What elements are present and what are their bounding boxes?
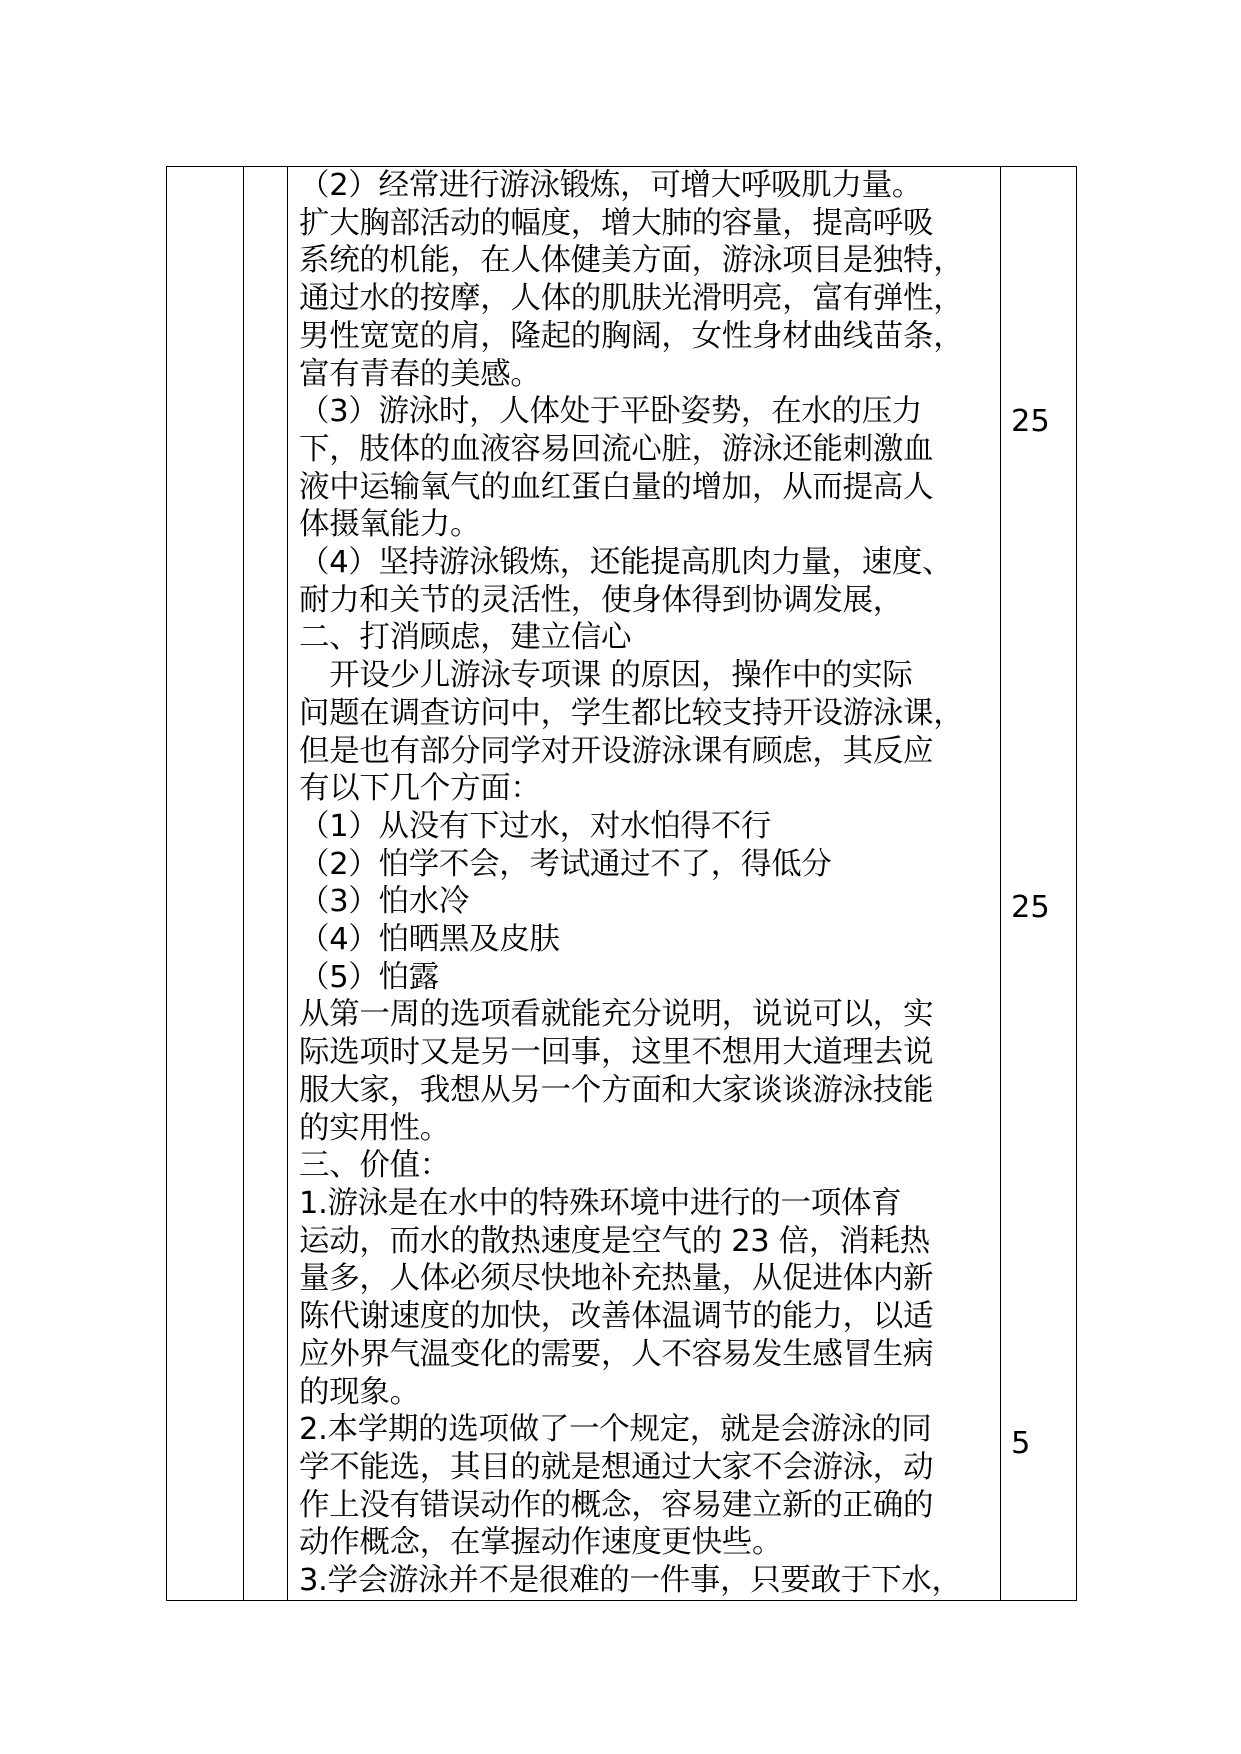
content-line: （4）坚持游泳锻炼，还能提高肌肉力量，速度、: [299, 545, 953, 581]
content-line: 开设少儿游泳专项课 的原因，操作中的实际: [299, 658, 913, 694]
content-line: 富有青春的美感。: [299, 356, 541, 392]
content-line: 际选项时又是另一回事，这里不想用大道理去说: [299, 1035, 934, 1071]
content-line: 三、价值：: [299, 1148, 450, 1184]
content-line: 从第一周的选项看就能充分说明，说说可以，实: [299, 997, 934, 1033]
content-line: （5）怕露: [299, 959, 439, 995]
time-score-1: 25: [1011, 404, 1050, 439]
column-divider-2: [287, 167, 288, 1600]
content-line: 1.游泳是在水中的特殊环境中进行的一项体育: [299, 1185, 902, 1221]
content-line: 有以下几个方面：: [299, 771, 541, 807]
content-line: 下，肢体的血液容易回流心脏，游泳还能刺激血: [299, 431, 934, 467]
content-line: 2.本学期的选项做了一个规定，就是会游泳的同: [299, 1412, 932, 1448]
content-line: 的现象。: [299, 1374, 420, 1410]
content-line: 运动，而水的散热速度是空气的 23 倍，消耗热: [299, 1223, 930, 1259]
content-line: 液中运输氧气的血红蛋白量的增加，从而提高人: [299, 469, 934, 505]
content-line: （2）经常进行游泳锻炼，可增大呼吸肌力量。: [299, 168, 923, 203]
content-line: 耐力和关节的灵活性，使身体得到协调发展，: [299, 582, 903, 618]
content-line: 动作概念，在掌握动作速度更快些。: [299, 1525, 783, 1561]
content-line: 量多，人体必须尽快地补充热量，从促进体内新: [299, 1261, 934, 1297]
content-line: 的实用性。: [299, 1110, 450, 1146]
content-line: 陈代谢速度的加快，改善体温调节的能力，以适: [299, 1299, 934, 1335]
content-line: 应外界气温变化的需要，人不容易发生感冒生病: [299, 1336, 934, 1372]
content-line: （3）游泳时，人体处于平卧姿势，在水的压力: [299, 394, 923, 430]
content-line: 问题在调查访问中，学生都比较支持开设游泳课，: [299, 695, 964, 731]
time-score-3: 5: [1011, 1426, 1031, 1461]
content-line: （2）怕学不会，考试通过不了，得低分: [299, 846, 832, 882]
lesson-plan-table: [166, 166, 1077, 1601]
content-line: 扩大胸部活动的幅度，增大肺的容量，提高呼吸: [299, 205, 934, 241]
content-line: （3）怕水冷: [299, 884, 470, 920]
content-line: 学不能选，其目的就是想通过大家不会游泳，动: [299, 1449, 934, 1485]
content-line: （4）怕晒黑及皮肤: [299, 922, 560, 958]
content-line: 但是也有部分同学对开设游泳课有顾虑，其反应: [299, 733, 934, 769]
content-line: 二、打消顾虑，建立信心: [299, 620, 632, 656]
time-score-2: 25: [1011, 890, 1050, 925]
content-cell: [289, 167, 1001, 1599]
content-line: 服大家，我想从另一个方面和大家谈谈游泳技能: [299, 1072, 934, 1108]
content-line: 通过水的按摩，人体的肌肤光滑明亮，富有弹性，: [299, 281, 964, 317]
content-line: 体摄氧能力。: [299, 507, 481, 543]
content-line: 男性宽宽的肩，隆起的胸阔，女性身材曲线苗条，: [299, 318, 964, 354]
content-line: 作上没有错误动作的概念，容易建立新的正确的: [299, 1487, 934, 1523]
column-divider-1: [243, 167, 244, 1600]
content-line: 系统的机能，在人体健美方面，游泳项目是独特，: [299, 243, 964, 279]
content-line: （1）从没有下过水，对水怕得不行: [299, 808, 772, 844]
content-line: 3.学会游泳并不是很难的一件事，只要敢于下水，: [299, 1563, 962, 1599]
